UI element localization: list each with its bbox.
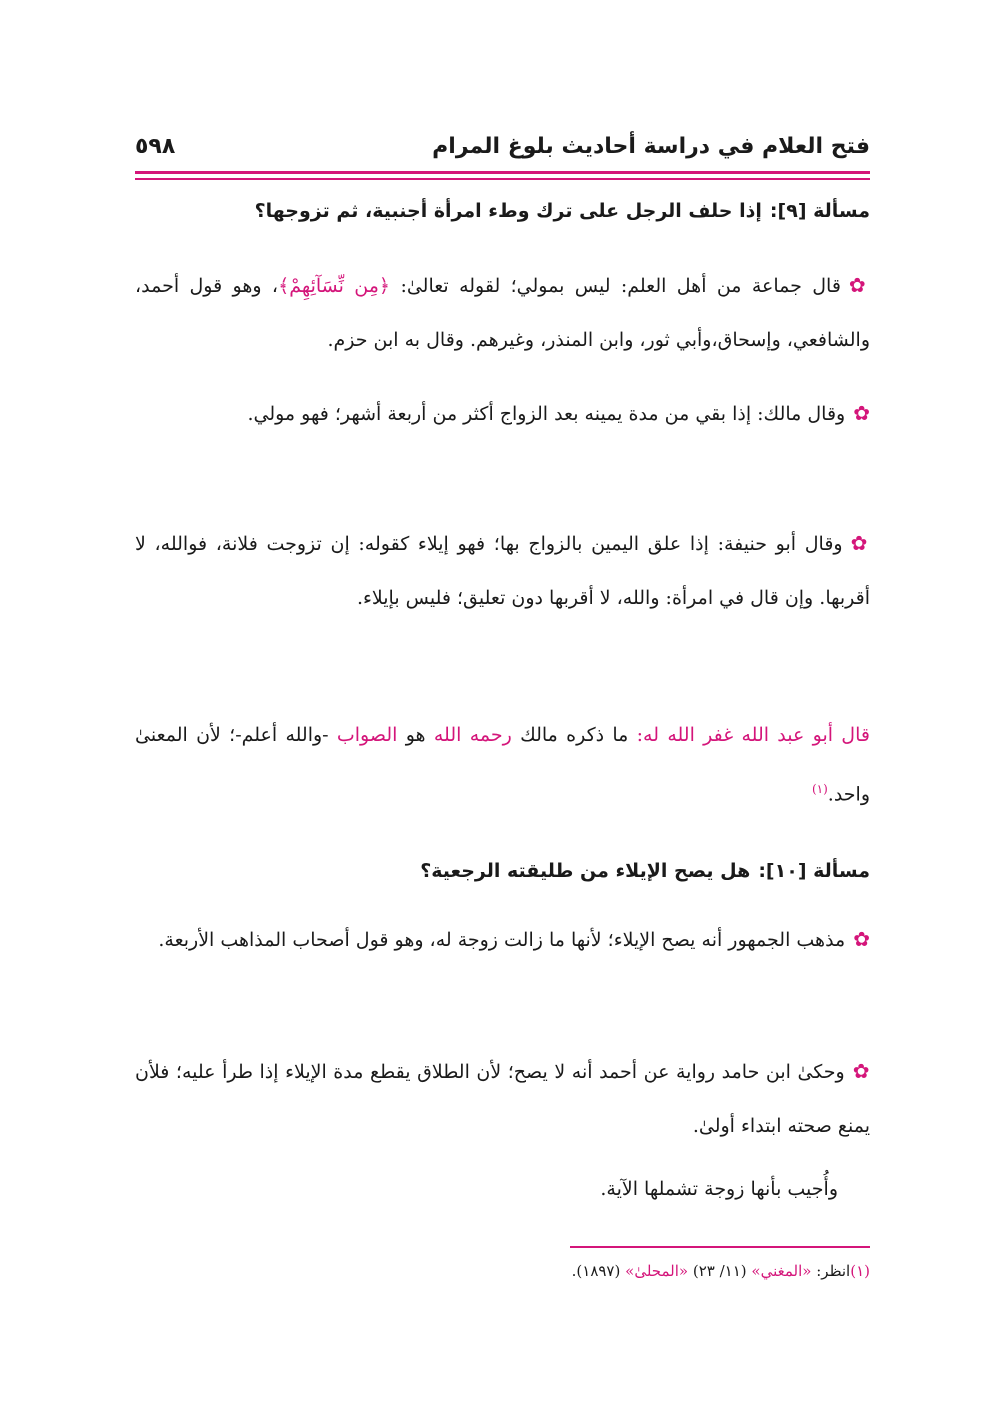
- ornament-bullet-icon: ✿: [852, 1059, 870, 1083]
- book-title: فتح العلام في دراسة أحاديث بلوغ المرام: [432, 134, 870, 159]
- ornament-bullet-icon: ✿: [848, 273, 871, 297]
- paragraph-3: ✿وقال أبو حنيفة: إذا علق اليمين بالزواج بها؛ فهو إيلاء كقوله: إن تزوجت فلانة، فوالله، لا أقربها. وإن قال في امرأة: والله، لا أقربها دون تعليق؛ فليس بإيلاء.: [135, 531, 871, 609]
- question-10-heading: [135, 860, 870, 882]
- footnote-separator: [570, 1246, 870, 1248]
- question-10-label: مسألة [١٠]:: [758, 860, 870, 882]
- page-number: ٥٩٨: [135, 134, 176, 159]
- question-9-title: إذا حلف الرجل على ترك وطء امرأة أجنبية، ثم تزوجها؟: [254, 200, 762, 222]
- paragraph-5: ✿مذهب الجمهور أنه يصح الإيلاء؛ لأنها ما زالت زوجة له، وهو قول أصحاب المذاهب الأربعة.: [158, 927, 870, 951]
- footnote-source-1: «المغني»: [751, 1262, 812, 1280]
- ornament-bullet-icon: ✿: [850, 531, 871, 555]
- paragraph-7: وأُجيب بأنها زوجة تشملها الآية.: [600, 1178, 838, 1200]
- ornament-bullet-icon: ✿: [853, 927, 870, 951]
- footnote-mark: (١): [850, 1262, 870, 1280]
- question-9-label: مسألة [٩]:: [769, 200, 870, 222]
- header-rule-bottom: [135, 178, 870, 180]
- document-page: [135, 0, 870, 1418]
- paragraph-4: قال أبو عبد الله غفر الله له: ما ذكره مالك رحمه الله هو الصواب -والله أعلم-؛ لأن المعنىٰ واحد.$^{(١)}$: [135, 724, 870, 806]
- question-9-heading: [135, 200, 870, 222]
- header-rule-top: [135, 171, 870, 174]
- footnote: (١)انظر: «المغني» (١١/ ٢٣) «المحلىٰ» (١٨٩٧).: [571, 1262, 870, 1280]
- footnote-reference: (١): [811, 782, 828, 796]
- author-attribution: قال أبو عبد الله غفر الله له:: [636, 724, 870, 746]
- honorific: رحمه الله: [433, 724, 512, 746]
- quran-citation: ﴿مِن نِّسَآئِهِمْ﴾: [278, 275, 391, 297]
- paragraph-1: ✿قال جماعة من أهل العلم: ليس بمولي؛ لقوله تعالىٰ: ﴿مِن نِّسَآئِهِمْ﴾، وهو قول أحمد، والشافعي، وإسحاق،وأبي ثور، وابن المنذر، وغيرهم. وقال به ابن حزم.: [135, 273, 871, 351]
- paragraph-2: ✿وقال مالك: إذا بقي من مدة يمينه بعد الزواج أكثر من أربعة أشهر؛ فهو مولي.: [247, 401, 870, 425]
- running-header: [135, 134, 870, 170]
- paragraph-6: ✿وحكىٰ ابن حامد رواية عن أحمد أنه لا يصح؛ لأن الطلاق يقطع مدة الإيلاء إذا طرأ عليه؛ فلأن يمنع صحته ابتداء أولىٰ.: [135, 1059, 870, 1137]
- sawab-word: الصواب: [336, 724, 398, 746]
- ornament-bullet-icon: ✿: [853, 401, 870, 425]
- footnote-source-2: «المحلىٰ»: [625, 1262, 689, 1280]
- question-10-title: هل يصح الإيلاء من طليقته الرجعية؟: [420, 860, 751, 882]
